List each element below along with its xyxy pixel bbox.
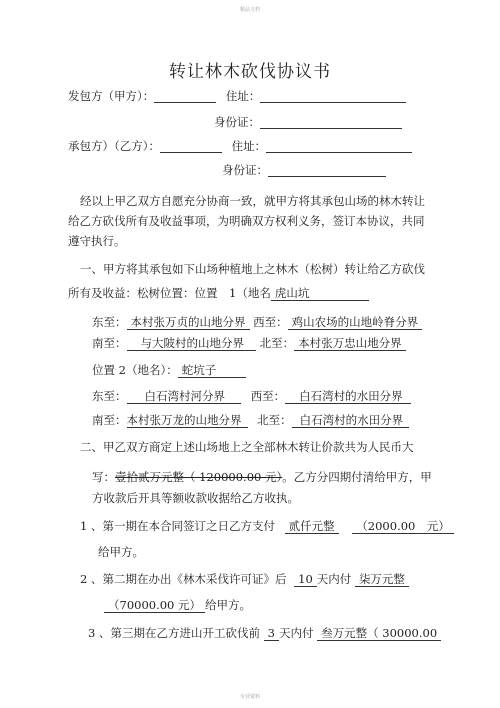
intro-line-3: 遵守执行。: [68, 234, 126, 248]
payment-3-mid: 天内付: [278, 626, 314, 640]
loc2-south-label: 南至：: [92, 413, 127, 427]
payment-2-prefix: 2 、第二期在办出《林木采伐许可证》后: [80, 572, 287, 586]
loc1-south-value: 与大陂村的山地分界: [127, 336, 257, 351]
clause1-location1-prefix: 所有及收益：松树位置：位置 1（地名: [68, 286, 271, 300]
party-a-id-field[interactable]: [260, 116, 402, 129]
intro-line-1: 经以上甲乙双方自愿充分协商一致，就甲方将其承包山场的林木转让: [80, 194, 425, 208]
loc2-line: [92, 363, 246, 377]
loc2-east-label: 东至：: [92, 389, 127, 403]
loc1-south-label: 南至：: [92, 336, 127, 350]
party-b-id-field[interactable]: [268, 164, 386, 177]
loc2-south-north: [92, 413, 409, 427]
party-a-address-label: 住址：: [225, 89, 261, 103]
loc1-east-value: 本村张万贞的山地分界: [127, 315, 250, 330]
payment-2-mid: 天内付: [316, 572, 352, 586]
loc2-prefix: 位置 2（地名）：: [92, 363, 178, 377]
party-a-label: 发包方（甲方）：: [68, 89, 155, 103]
party-a-line: [68, 89, 406, 103]
loc1-north-label: 北至：: [259, 336, 295, 350]
party-a-address-field[interactable]: [260, 90, 406, 103]
payment-1-tail: 给甲方。: [98, 545, 144, 559]
party-b-address-field[interactable]: [266, 140, 412, 153]
document-title: 转让林木砍伐协议书: [169, 62, 331, 82]
location1-name: 虎山坑: [271, 286, 370, 301]
party-a-name-field[interactable]: [154, 90, 216, 103]
payment-3-prefix: 3 、第三期在乙方进山开工砍伐前: [88, 626, 260, 640]
page-header: 精品文档: [239, 7, 260, 13]
loc1-west-label: 西至：: [253, 315, 288, 329]
loc1-east-label: 东至：: [92, 315, 127, 329]
loc2-west-value: 白石湾村的水田分界: [285, 389, 411, 404]
payment-2-tail: 给甲方。: [205, 598, 252, 612]
payment-3-amount: 叁万元整（ 30000.00: [317, 626, 441, 641]
clause2-prefix: 写：: [92, 470, 115, 484]
intro-line-2: 给乙方砍伐所有及收益事项，为明确双方权利义务，签订本协议，共同: [68, 214, 425, 228]
payment-1-prefix: 1 、第一期在本合同签订之日乙方支付: [80, 519, 275, 533]
clause1-line-2: [68, 286, 369, 300]
party-b-line: [68, 139, 412, 153]
clause2-line-3: 方收款后开具等额收款收据给乙方收执。: [92, 491, 299, 505]
clause1-line-1: 一、甲方将其承包如下山场种植地上之林木（松树）转让给乙方砍伐: [80, 262, 425, 276]
loc1-east-west: [92, 315, 422, 329]
payment-2-line: [80, 572, 409, 586]
payment-2-number: （70000.00 元）: [104, 598, 205, 613]
party-b-id-label: 身份证：: [222, 163, 268, 177]
payment-2-amount: 柒万元整: [355, 572, 409, 587]
loc2-north-value: 白石湾村的水田分界: [292, 413, 410, 428]
party-a-id-label: 身份证：: [214, 115, 260, 129]
payment-3-days: 3: [264, 626, 279, 641]
loc2-east-value: 白石湾村河分界: [127, 389, 242, 404]
clause2-line-2: [92, 470, 432, 484]
payment-2-tail-line: [104, 598, 251, 612]
payment-1-amount: 贰仟元整: [285, 519, 339, 534]
loc2-east-west: [92, 389, 411, 403]
loc1-south-north: [92, 336, 406, 350]
loc1-north-value: 本村张万忠山地分界: [294, 336, 406, 351]
party-a-id-line: [214, 115, 402, 129]
loc2-west-label: 西至：: [250, 389, 286, 403]
location2-name: 蛇坑子: [178, 363, 247, 378]
struck-amount: 壹拾贰万元整（ 120000.00 元）: [115, 470, 283, 484]
payment-3-line: [88, 626, 441, 640]
clause2-line-1: 二、甲乙双方商定上述山场地上之全部林木转让价款共为人民币大: [80, 440, 414, 454]
party-b-id-line: [222, 163, 386, 177]
loc2-north-label: 北至：: [257, 413, 292, 427]
page-footer: 专业资料: [239, 694, 260, 700]
payment-2-days: 10: [294, 572, 317, 587]
payment-1-line: [80, 519, 454, 533]
party-b-name-field[interactable]: [160, 140, 222, 153]
clause2-suffix: 。乙方分四期付清给甲方，甲: [282, 470, 432, 484]
party-b-address-label: 住址：: [231, 139, 267, 153]
payment-1-number: （2000.00 元）: [352, 519, 454, 534]
loc2-south-value: 本村张万龙的山地分界: [127, 413, 248, 428]
party-b-label: 承包方）（乙方）：: [68, 139, 160, 153]
loc1-west-value: 鸡山农场的山地岭脊分界: [288, 315, 423, 330]
